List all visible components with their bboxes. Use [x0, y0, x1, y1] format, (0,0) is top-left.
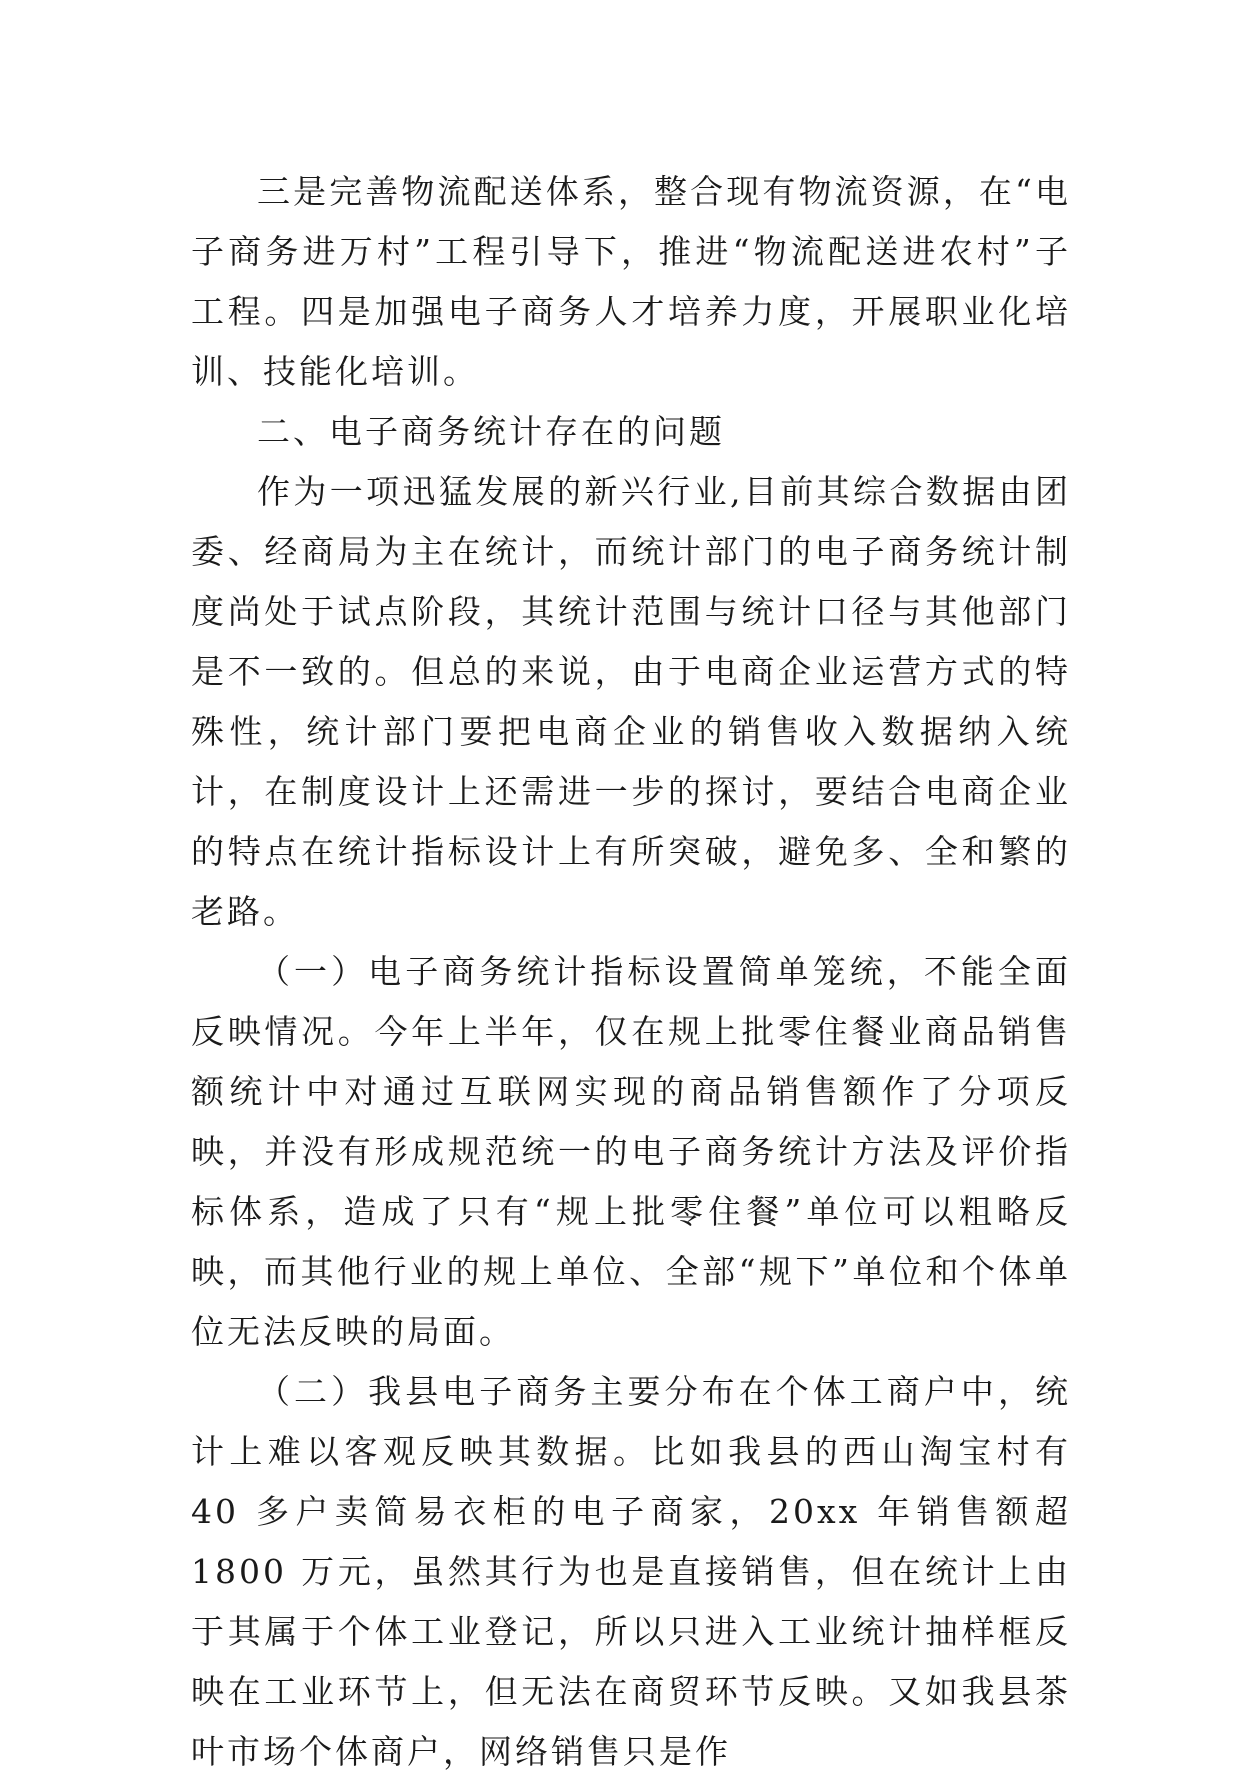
document-body	[191, 162, 1071, 1782]
paragraph-item-one: （一）电子商务统计指标设置简单笼统，不能全面反映情况。今年上半年，仅在规上批零住餐业商品销售额统计中对通过互联网实现的商品销售额作了分项反映，并没有形成规范统一的电子商务统计方法及评价指标体系，造成了只有“规上批零住餐”单位可以粗略反映，而其他行业的规上单位、全部“规下”单位和个体单位无法反映的局面。	[191, 952, 1071, 1351]
section-heading-problems: 二、电子商务统计存在的问题	[257, 412, 725, 451]
paragraph-logistics: 三是完善物流配送体系，整合现有物流资源，在“电子商务进万村”工程引导下，推进“物流配送进农村”子工程。四是加强电子商务人才培养力度，开展职业化培训、技能化培训。	[191, 172, 1071, 391]
paragraph-item-two: （二）我县电子商务主要分布在个体工商户中，统计上难以客观反映其数据。比如我县的西山淘宝村有 40 多户卖简易衣柜的电子商家，20xx 年销售额超 1800 万元，虽然其行为也是直接销售，但在统计上由于其属于个体工业登记，所以只进入工业统计抽样框反映在工业环节上，但无法在商贸环节反映。又如我县茶叶市场个体商户，网络销售只是作	[191, 1372, 1071, 1771]
paragraph-overview: 作为一项迅猛发展的新兴行业,目前其综合数据由团委、经商局为主在统计，而统计部门的电子商务统计制度尚处于试点阶段，其统计范围与统计口径与其他部门是不一致的。但总的来说，由于电商企业运营方式的特殊性，统计部门要把电商企业的销售收入数据纳入统计，在制度设计上还需进一步的探讨，要结合电商企业的特点在统计指标设计上有所突破，避免多、全和繁的老路。	[191, 472, 1071, 931]
